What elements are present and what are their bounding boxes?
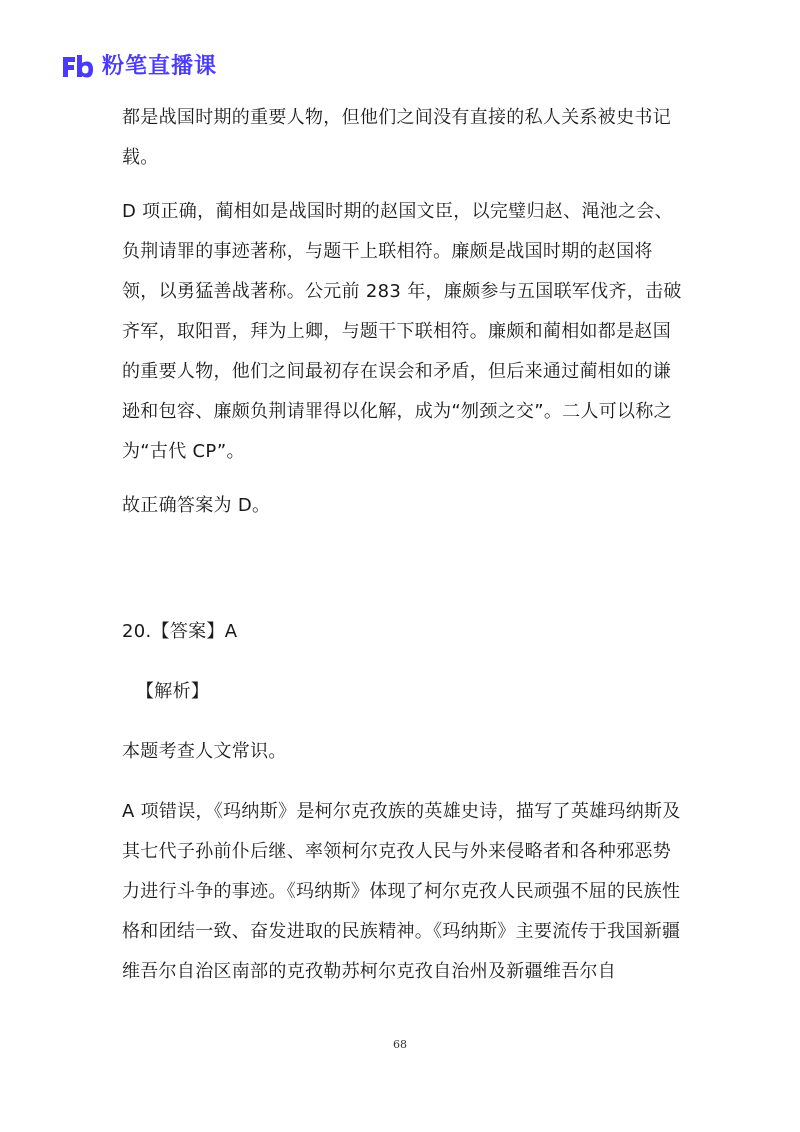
- document-body: [122, 98, 682, 992]
- page-number: 68: [393, 1038, 407, 1051]
- paragraph-topic: 本题考查人文常识。: [122, 741, 287, 762]
- paragraph-conclusion: 故正确答案为 D。: [122, 495, 271, 516]
- analysis-label: 【解析】: [136, 681, 210, 702]
- brand-name: 粉笔直播课: [102, 54, 218, 79]
- fb-logo-icon: [60, 53, 96, 81]
- brand-header: [60, 50, 217, 84]
- paragraph-continuation: 都是战国时期的重要人物，但他们之间没有直接的私人关系被史书记载。: [122, 107, 671, 168]
- answer-line: 20.【答案】A: [122, 621, 238, 642]
- paragraph-option-d: D 项正确，蔺相如是战国时期的赵国文臣，以完璧归赵、渑池之会、负荆请罪的事迹著称，与题干上联相符。廉颇是战国时期的赵国将领，以勇猛善战著称。公元前 283 年，廉颇参与五国联军伐齐，击破齐军，取阳晋，拜为上卿，与题干下联相符。廉颇和蔺相如都是赵国的重要人物，他们之间最初存在误会和矛盾，但后来通过蔺相如的谦逊和包容、廉颇负荆请罪得以化解，成为“刎颈之交”。二人可以称之为“古代 CP”。: [122, 201, 682, 462]
- paragraph-option-a: A 项错误，《玛纳斯》是柯尔克孜族的英雄史诗，描写了英雄玛纳斯及其七代子孙前仆后继、率领柯尔克孜人民与外来侵略者和各种邪恶势力进行斗争的事迹。《玛纳斯》体现了柯尔克孜人民顽强不屈的民族性格和团结一致、奋发进取的民族精神。《玛纳斯》主要流传于我国新疆维吾尔自治区南部的克孜勒苏柯尔克孜自治州及新疆维吾尔自: [122, 801, 681, 982]
